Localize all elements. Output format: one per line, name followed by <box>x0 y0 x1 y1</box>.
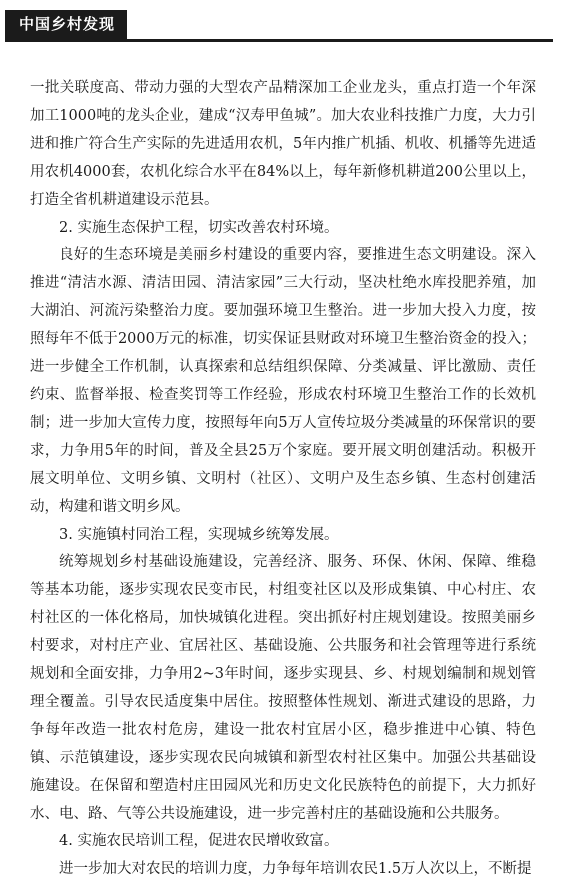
paragraph: 统筹规划乡村基础设施建设，完善经济、服务、环保、休闲、保障、维稳等基本功能，逐步实现农民变市民，村组变社区以及形成集镇、中心村庄、农村社区的一体化格局，加快城镇化进程。突出抓好村庄规划建设。按照美丽乡村要求，对村庄产业、宜居社区、基础设施、公共服务和社会管理等进行系统规划和全面安排，力争用2~3年时间，逐步实现县、乡、村规划编制和规划管理全覆盖。引导农民适度集中居住。按照整体性规划、渐进式建设的思路，力争每年改造一批农村危房，建设一批农村宜居小区，稳步推进中心镇、特色镇、示范镇建设，逐步实现农民向城镇和新型农村社区集中。加强公共基础设施建设。在保留和塑造村庄田园风光和历史文化民族特色的前提下，大力抓好水、电、路、气等公共设施建设，进一步完善村庄的基础设施和公共服务。 <box>30 554 536 822</box>
paragraph: 进一步加大对农民的培训力度，力争每年培训农民1.5万人次以上，不断提 <box>59 861 532 878</box>
header-rule <box>5 39 553 42</box>
body-text <box>30 75 536 884</box>
section-heading: 2. 实施生态保护工程，切实改善农村环境。 <box>59 219 339 236</box>
section-heading: 4. 实施农民培训工程，促进农民增收致富。 <box>59 833 339 850</box>
paragraph: 良好的生态环境是美丽乡村建设的重要内容，要推进生态文明建设。深入推进“清洁水源、清洁田园、清洁家园”三大行动，坚决杜绝水库投肥养殖，加大湖泊、河流污染整治力度。要加强环境卫生整治。进一步加大投入力度，按照每年不低于2000万元的标准，切实保证县财政对环境卫生整治资金的投入；进一步健全工作机制，认真探索和总结组织保障、分类减量、评比激励、责任约束、监督举报、检查奖罚等工作经验，形成农村环境卫生整治工作的长效机制；进一步加大宣传力度，按照每年向5万人宣传垃圾分类减量的环保常识的要求，力争用5年的时间，普及全县25万个家庭。要开展文明创建活动。积极开展文明单位、文明乡镇、文明村（社区）、文明户及生态乡镇、生态村创建活动，构建和谐文明乡风。 <box>30 247 536 515</box>
section-label: 中国乡村发现 <box>5 10 127 39</box>
section-heading: 3. 实施镇村同治工程，实现城乡统筹发展。 <box>59 526 339 543</box>
paragraph: 一批关联度高、带动力强的大型农产品精深加工企业龙头，重点打造一个年深加工1000吨的龙头企业，建成“汉寿甲鱼城”。加大农业科技推广力度，大力引进和推广符合生产实际的先进适用农机，5年内推广机插、机收、机播等先进适用农机4000套，农机化综合水平在84%以上，每年新修机耕道200公里以上，打造全省机耕道建设示范县。 <box>30 80 536 208</box>
